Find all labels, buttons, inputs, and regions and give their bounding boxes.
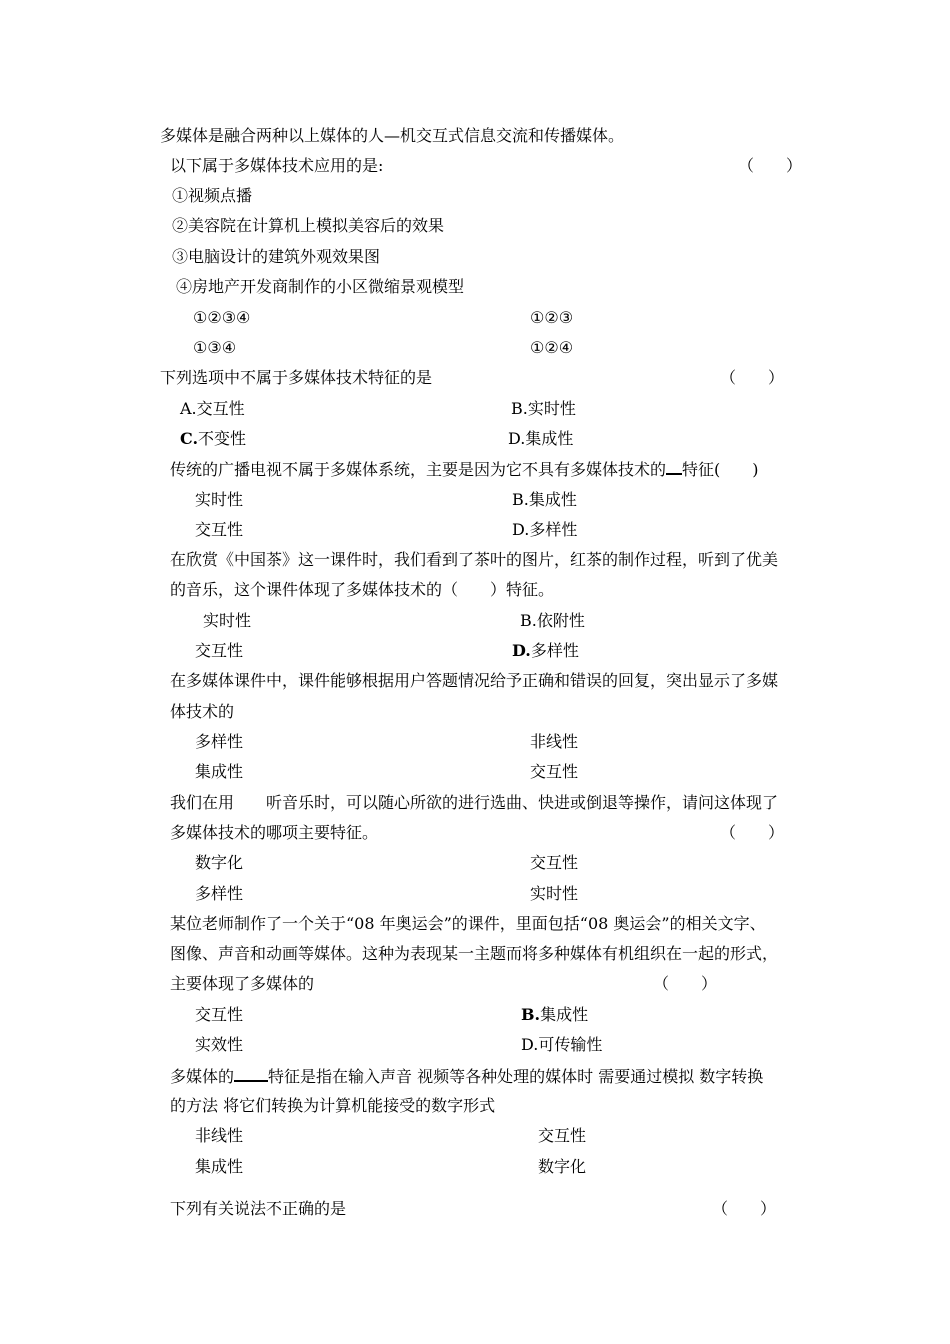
q7-option-a: 交互性 bbox=[195, 1005, 244, 1024]
q4-option-b: B.依附性 bbox=[520, 611, 585, 630]
q8-option-b: 交互性 bbox=[538, 1126, 587, 1145]
q6-option-d: 实时性 bbox=[530, 884, 579, 903]
q2-answer-paren: （ ） bbox=[720, 368, 785, 387]
q3-stem-after: 特征( ) bbox=[682, 460, 759, 479]
q9-stem: 下列有关说法不正确的是 bbox=[170, 1199, 347, 1218]
q5-option-b: 非线性 bbox=[530, 732, 579, 751]
q4-option-d bbox=[512, 641, 579, 661]
q7-option-c: 实效性 bbox=[195, 1035, 244, 1054]
q6-option-b: 交互性 bbox=[530, 853, 579, 872]
q7-option-d: D.可传输性 bbox=[521, 1035, 603, 1054]
q1-item-4: ④房地产开发商制作的小区微缩景观模型 bbox=[176, 277, 465, 296]
q1-item-2: ②美容院在计算机上模拟美容后的效果 bbox=[172, 216, 445, 235]
q5-option-d: 交互性 bbox=[530, 762, 579, 781]
q5-option-a: 多样性 bbox=[195, 732, 244, 751]
q2-option-c bbox=[180, 429, 246, 449]
q6-answer-paren: （ ） bbox=[720, 823, 785, 842]
q4-line-2: 的音乐，这个课件体现了多媒体技术的（ ）特征。 bbox=[170, 580, 555, 599]
q7-answer-paren: （ ） bbox=[653, 974, 718, 993]
q1-option-d: ①②④ bbox=[530, 338, 574, 357]
q6-option-c: 多样性 bbox=[195, 884, 244, 903]
q7-line-1: 某位老师制作了一个关于“08 年奥运会”的课件，里面包括“08 奥运会”的相关文字、 bbox=[170, 914, 766, 933]
q3-stem-before: 传统的广播电视不属于多媒体系统，主要是因为它不具有多媒体技术的 bbox=[170, 460, 667, 479]
q5-option-c: 集成性 bbox=[195, 762, 244, 781]
q4-line-1: 在欣赏《中国茶》这一课件时，我们看到了茶叶的图片，红茶的制作过程，听到了优美 bbox=[170, 550, 779, 569]
q7-option-b bbox=[521, 1005, 588, 1025]
q7-option-b-letter: B. bbox=[521, 1005, 541, 1024]
q3-stem bbox=[170, 459, 759, 480]
q8-blank bbox=[234, 1066, 268, 1082]
q1-item-3: ③电脑设计的建筑外观效果图 bbox=[172, 247, 381, 266]
q4-option-a: 实时性 bbox=[203, 611, 252, 630]
q1-answer-paren: （ ） bbox=[738, 156, 803, 175]
q4-option-d-letter: D. bbox=[512, 641, 531, 660]
q7-line-3: 主要体现了多媒体的 bbox=[170, 974, 315, 993]
q1-item-1: ①视频点播 bbox=[172, 186, 253, 205]
q7-line-2: 图像、声音和动画等媒体。这种为表现某一主题而将多种媒体有机组织在一起的形式， bbox=[170, 944, 779, 963]
q3-option-c: 交互性 bbox=[195, 520, 244, 539]
q4-option-c: 交互性 bbox=[195, 641, 244, 660]
q8-line-1-after: 特征是指在输入声音 视频等各种处理的媒体时 需要通过模拟 数字转换 bbox=[268, 1067, 764, 1086]
q3-blank bbox=[666, 459, 682, 475]
q1-option-c: ①③④ bbox=[193, 338, 237, 357]
q3-option-b: B.集成性 bbox=[512, 490, 577, 509]
q7-option-b-text: 集成性 bbox=[540, 1005, 589, 1024]
q2-option-a: A.交互性 bbox=[180, 399, 245, 418]
q3-option-a: 实时性 bbox=[195, 490, 244, 509]
q2-option-b: B.实时性 bbox=[511, 399, 576, 418]
q8-line-2: 的方法 将它们转换为计算机能接受的数字形式 bbox=[170, 1096, 496, 1115]
q5-line-1: 在多媒体课件中，课件能够根据用户答题情况给予正确和错误的回复，突出显示了多媒 bbox=[170, 671, 779, 690]
q8-line-1 bbox=[170, 1066, 763, 1087]
q8-option-d: 数字化 bbox=[538, 1157, 587, 1176]
q8-option-a: 非线性 bbox=[195, 1126, 244, 1145]
q2-option-c-text: 不变性 bbox=[198, 429, 247, 448]
q9-answer-paren: （ ） bbox=[712, 1199, 777, 1218]
q6-option-a: 数字化 bbox=[195, 853, 244, 872]
q6-line-2: 多媒体技术的哪项主要特征。 bbox=[170, 823, 379, 842]
q1-option-a: ①②③④ bbox=[193, 308, 251, 327]
q1-stem: 以下属于多媒体技术应用的是: bbox=[170, 156, 384, 175]
q2-option-c-letter: C. bbox=[180, 429, 199, 448]
q8-option-c: 集成性 bbox=[195, 1157, 244, 1176]
q6-line-1: 我们在用 听音乐时，可以随心所欲的进行选曲、快进或倒退等操作，请问这体现了 bbox=[170, 793, 779, 812]
intro-text: 多媒体是融合两种以上媒体的人—机交互式信息交流和传播媒体。 bbox=[160, 126, 625, 145]
q2-stem: 下列选项中不属于多媒体技术特征的是 bbox=[160, 368, 433, 387]
q1-option-b: ①②③ bbox=[530, 308, 574, 327]
q4-option-d-text: 多样性 bbox=[530, 641, 579, 660]
q3-option-d: D.多样性 bbox=[512, 520, 578, 539]
q5-line-2: 体技术的 bbox=[170, 702, 235, 721]
q2-option-d: D.集成性 bbox=[508, 429, 574, 448]
q8-line-1-before: 多媒体的 bbox=[170, 1067, 235, 1086]
